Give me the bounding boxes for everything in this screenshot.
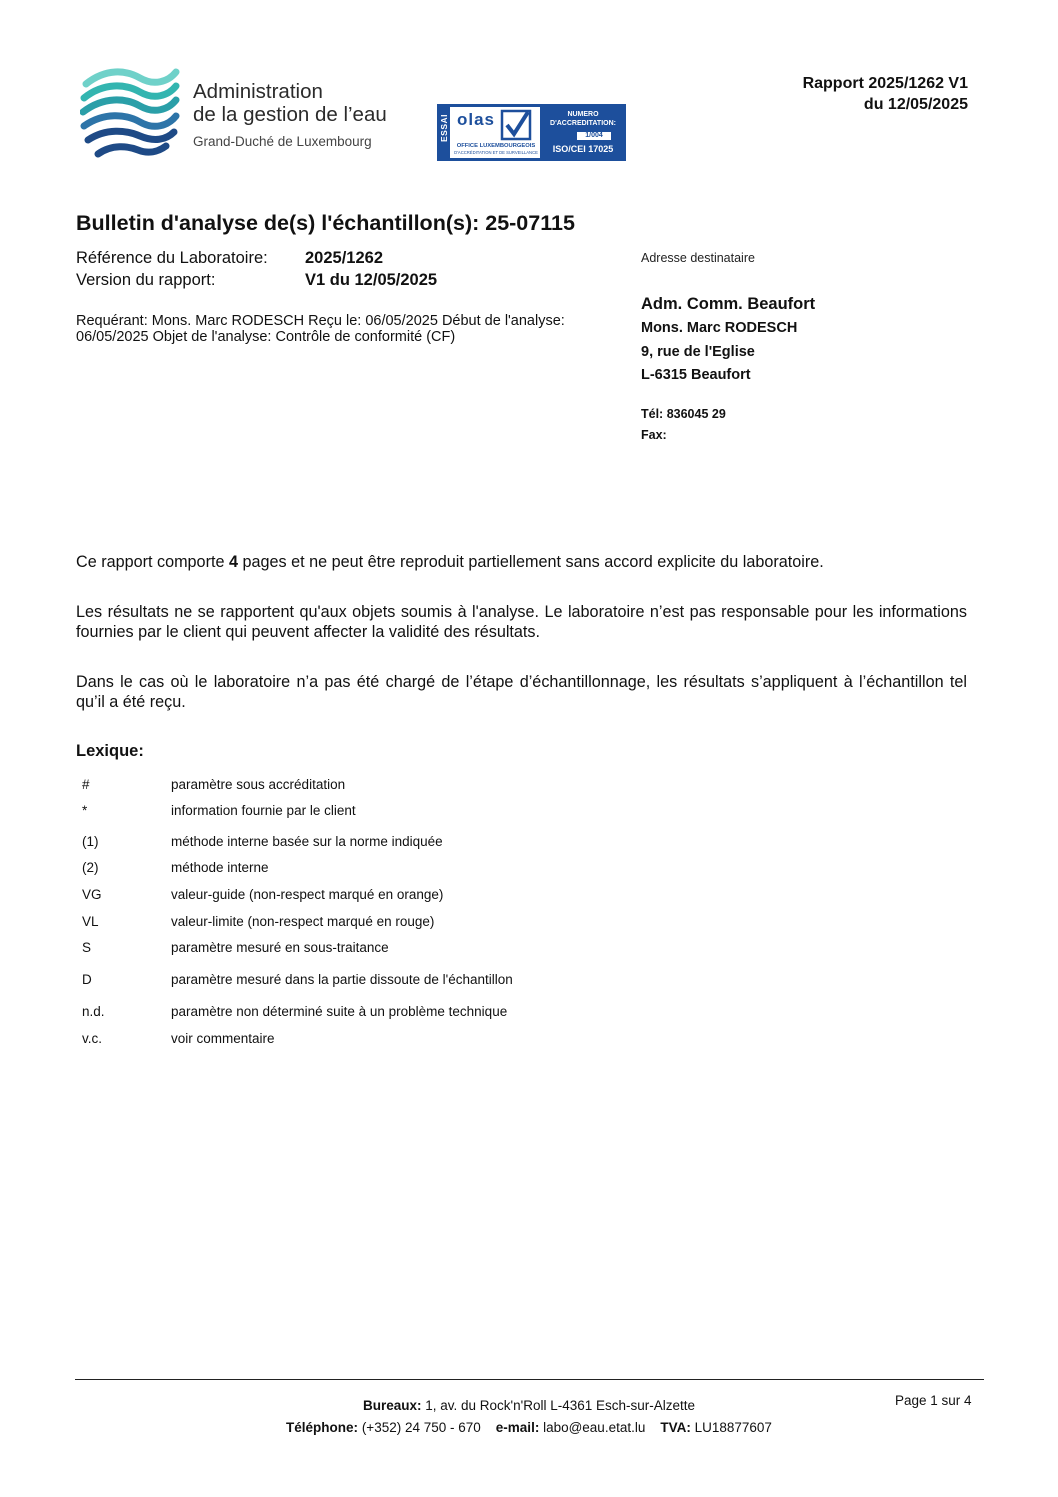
debut-analyse-value: 06/05/2025	[76, 329, 149, 345]
footer-divider	[75, 1379, 984, 1380]
olas-numero-line1: NUMERO	[567, 111, 599, 118]
recu-label: Reçu le:	[308, 313, 362, 329]
request-info	[76, 313, 616, 413]
recu-value: 06/05/2025	[365, 313, 438, 329]
olas-office-line1: OFFICE LUXEMBOURGEOIS	[456, 143, 536, 149]
olas-office-line2: D'ACCRÉDITATION ET DE SURVEILLANCE	[454, 150, 538, 155]
destinataire-fax: Fax:	[641, 428, 667, 442]
lexique-symbol: #	[82, 777, 90, 792]
page-number: Page 1 sur 4	[895, 1393, 972, 1408]
page-title: Bulletin d'analyse de(s) l'échantillon(s): 25-07115	[76, 211, 575, 235]
destinataire-tel: Tél: 836045 29	[641, 407, 726, 421]
lexique-definition: paramètre mesuré en sous-traitance	[171, 940, 389, 955]
report-version-label: Version du rapport:	[76, 271, 216, 289]
lexique-definition: voir commentaire	[171, 1031, 275, 1046]
lexique-definition: valeur-limite (non-respect marqué en rouge)	[171, 914, 435, 929]
footer-email-value: labo@eau.etat.lu	[539, 1420, 646, 1435]
destinataire-name: Adm. Comm. Beaufort	[641, 295, 816, 313]
debut-analyse-label: Début de l'analyse:	[441, 313, 565, 329]
objet-analyse-value: Contrôle de conformité (CF)	[275, 329, 456, 345]
destinataire-street: 9, rue de l'Eglise	[641, 344, 755, 360]
lab-ref-value: 2025/1262	[305, 249, 383, 267]
footer-bureaux-label: Bureaux:	[362, 1398, 422, 1413]
lexique-definition: paramètre sous accréditation	[171, 777, 346, 792]
wave-logo-icon	[80, 66, 180, 162]
paragraph-pages-after: pages et ne peut être reproduit partiellement sans accord explicite du laboratoire.	[237, 553, 824, 571]
footer-bureaux-value: 1, av. du Rock'n'Roll L-4361 Esch-sur-Alzette	[421, 1398, 696, 1413]
lexique-symbol: v.c.	[82, 1031, 102, 1046]
paragraph-results: Les résultats ne se rapportent qu'aux objets soumis à l'analyse. Le laboratoire n’est pas responsable pour les informations fournies par le client qui peuvent affecter la validité des résultats.	[76, 603, 967, 641]
requerant-value: Mons. Marc RODESCH	[151, 313, 305, 329]
report-reference	[803, 73, 968, 115]
paragraph-pages	[76, 553, 967, 573]
organization-name	[193, 80, 387, 126]
org-name-line2: de la gestion de l’eau	[193, 103, 387, 126]
footer-tel-value: (+352) 24 750 - 670	[358, 1420, 481, 1435]
destinataire-city: L-6315 Beaufort	[641, 367, 751, 383]
destinataire-contact: Mons. Marc RODESCH	[641, 320, 798, 336]
lexique-symbol: D	[82, 972, 92, 987]
lexique-definition: méthode interne basée sur la norme indiquée	[171, 834, 443, 849]
objet-analyse-label: Objet de l'analyse:	[152, 329, 272, 345]
org-name-line1: Administration	[193, 80, 323, 103]
report-version-value: V1 du 12/05/2025	[305, 271, 438, 289]
lexique-symbol: VL	[82, 914, 99, 929]
organization-subtitle: Grand-Duché de Luxembourg	[193, 134, 372, 149]
lab-info	[76, 249, 616, 299]
lexique-definition: paramètre non déterminé suite à un problème technique	[171, 1004, 508, 1019]
lexique-symbol: S	[82, 940, 92, 955]
lab-ref-label: Référence du Laboratoire:	[76, 249, 268, 267]
lexique-symbol: n.d.	[82, 1004, 105, 1019]
footer-tva-value: LU18877607	[690, 1420, 772, 1435]
report-ref-line2: du 12/05/2025	[863, 96, 968, 113]
footer-email-label: e-mail:	[495, 1420, 540, 1435]
lexique-symbol: (1)	[82, 834, 99, 849]
olas-numero-value: 1/004	[585, 132, 603, 139]
lexique-symbol: VG	[82, 887, 102, 902]
requerant-label: Requérant:	[76, 313, 148, 329]
olas-accreditation-badge	[437, 104, 626, 161]
olas-iso: ISO/CEI 17025	[552, 144, 614, 154]
olas-essai-label: ESSAI	[439, 113, 449, 142]
olas-numero-line2: D'ACCREDITATION:	[550, 120, 616, 127]
lexique-definition: information fournie par le client	[171, 803, 356, 818]
lexique-symbol: *	[82, 803, 88, 818]
page-count: 4	[228, 553, 238, 571]
lexique-definition: valeur-guide (non-respect marqué en orange)	[171, 887, 444, 902]
olas-brand: olas	[457, 110, 496, 129]
destinataire-label: Adresse destinataire	[641, 251, 755, 265]
lexique-title: Lexique:	[76, 742, 144, 760]
paragraph-sampling: Dans le cas où le laboratoire n’a pas été chargé de l’étape d’échantillonnage, les résultats s’appliquent à l’échantillon tel qu’il a été reçu.	[76, 673, 967, 711]
footer-contact	[0, 1420, 1058, 1435]
report-ref-line1: Rapport 2025/1262 V1	[802, 75, 968, 92]
lexique-definition: méthode interne	[171, 860, 269, 875]
lexique-symbol: (2)	[82, 860, 99, 875]
lexique-definition: paramètre mesuré dans la partie dissoute de l'échantillon	[171, 972, 513, 987]
footer-tva-label: TVA:	[660, 1420, 691, 1435]
footer-tel-label: Téléphone:	[286, 1420, 359, 1435]
paragraph-pages-before: Ce rapport comporte	[76, 553, 229, 571]
